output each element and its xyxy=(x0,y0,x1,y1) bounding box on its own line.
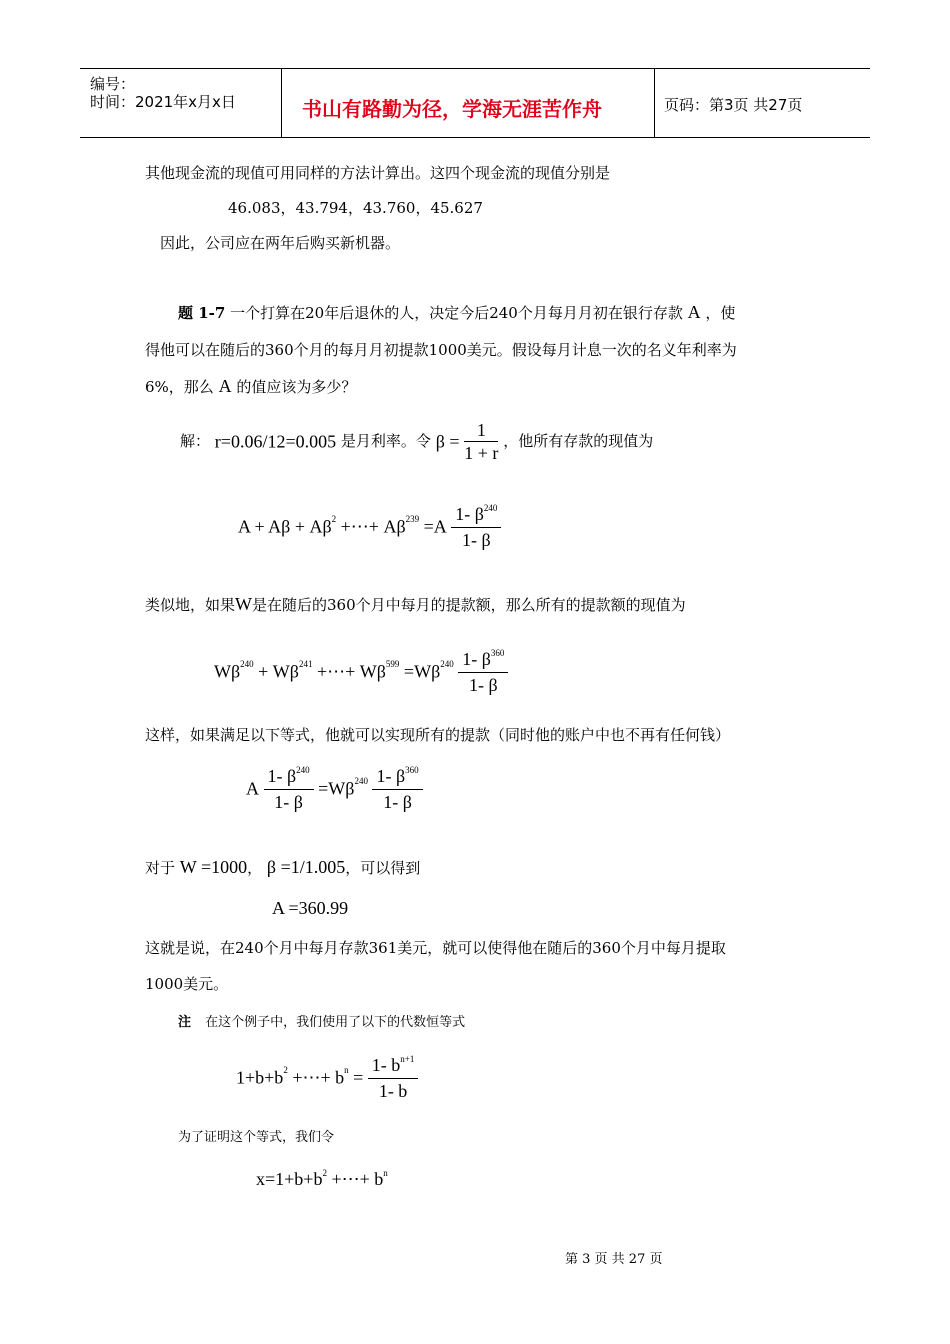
eq-term: A xyxy=(246,778,259,799)
values-line: 46.083，43.794，43.760，45.627 xyxy=(228,199,483,217)
equation-withdrawals xyxy=(214,648,508,696)
paragraph: 这样，如果满足以下等式，他就可以实现所有的提款（同时他的账户中也不再有任何钱） xyxy=(145,726,731,744)
eq-term: A + Aβ + Aβ xyxy=(238,516,332,537)
eq-exponent: 240 xyxy=(354,776,368,787)
date-label: 时间：2021年x月x日 xyxy=(90,93,236,111)
problem-line xyxy=(178,302,735,323)
eq-exponent: 240 xyxy=(440,659,454,670)
paragraph-text: 是在随后的360个月中每月的提款额，那么所有的提款额的现值为 xyxy=(252,596,686,614)
eq-exponent: 2 xyxy=(322,1168,327,1178)
header-page-info: 页码：第3页 共27页 xyxy=(664,96,803,114)
eq-exponent: 240 xyxy=(483,503,498,513)
eq-denominator: 1- β xyxy=(462,530,491,550)
eq-fraction xyxy=(451,503,501,551)
eq-term: =Wβ xyxy=(313,778,355,799)
paragraph-text: 类似地，如果 xyxy=(145,596,236,614)
solution-line xyxy=(180,421,653,462)
w-value: W =1000 xyxy=(179,857,248,877)
paragraph: 因此，公司应在两年后购买新机器。 xyxy=(160,234,401,252)
variable-w: W xyxy=(235,594,253,614)
eq-exponent: 239 xyxy=(405,514,420,525)
eq-term: + Wβ xyxy=(253,661,299,682)
eq-denominator: 1- β xyxy=(383,792,412,812)
paragraph: 其他现金流的现值可用同样的方法计算出。这四个现金流的现值分别是 xyxy=(145,164,611,182)
eq-term: +⋯+ Aβ xyxy=(336,516,406,537)
equation-balance xyxy=(246,765,423,813)
serial-label: 编号： xyxy=(90,75,136,93)
beta-denominator: 1 + r xyxy=(464,443,499,463)
eq-exponent: n xyxy=(344,1065,349,1076)
eq-exponent: 360 xyxy=(490,648,505,658)
eq-denominator: 1- β xyxy=(468,675,498,695)
page-footer: 第 3 页 共 27 页 xyxy=(565,1252,663,1267)
eq-term: Wβ xyxy=(214,661,241,682)
eq-term: =Wβ xyxy=(399,661,441,682)
eq-exponent: n+1 xyxy=(400,1054,415,1064)
eq-denominator: 1- b xyxy=(378,1081,408,1101)
problem-text: 的值应该为多少？ xyxy=(236,378,357,396)
eq-exponent: 240 xyxy=(296,765,310,775)
equation-deposits xyxy=(238,503,501,551)
eq-exponent: 2 xyxy=(331,514,337,525)
eq-fraction xyxy=(368,1054,419,1102)
eq-term: x=1+b+b xyxy=(256,1169,323,1189)
eq-numerator: 1- β xyxy=(462,649,491,669)
eq-fraction xyxy=(264,765,314,813)
eq-numerator: 1- β xyxy=(376,766,406,786)
solution-text: 是月利率。令 xyxy=(340,432,431,450)
eq-numerator: 1- β xyxy=(455,504,484,524)
variable-a: A xyxy=(218,376,232,396)
paragraph: 1000美元。 xyxy=(145,975,229,993)
problem-text: 一个打算在20年后退休的人，决定今后240个月每月月初在银行存款 xyxy=(230,304,683,322)
eq-fraction xyxy=(458,648,508,696)
eq-exponent: n xyxy=(383,1168,388,1178)
eq-denominator: 1- β xyxy=(274,792,303,812)
eq-exponent: 360 xyxy=(405,765,419,775)
beta-value: β =1/1.005 xyxy=(266,857,346,877)
problem-line: 得他可以在随后的360个月的每月月初提款1000美元。假设每月计息一次的名义年利率为 xyxy=(145,341,737,359)
beta-lhs: β = xyxy=(435,431,460,452)
problem-text: ，使 xyxy=(705,304,736,322)
paragraph xyxy=(145,594,686,615)
note-text: 在这个例子中，我们使用了以下的代数恒等式 xyxy=(205,1015,466,1030)
eq-fraction xyxy=(372,765,422,813)
paragraph-text: 对于 xyxy=(145,859,176,877)
eq-term: 1+b+b xyxy=(236,1067,284,1088)
eq-exponent: 2 xyxy=(283,1065,288,1076)
paragraph-text: ，可以得到 xyxy=(345,859,421,877)
beta-fraction xyxy=(464,421,498,462)
eq-exponent: 241 xyxy=(298,659,313,670)
eq-numerator: 1- β xyxy=(267,766,297,786)
header-divider xyxy=(654,69,655,137)
eq-term: =A xyxy=(419,516,447,537)
equation-x-definition xyxy=(256,1168,388,1190)
eq-exponent: 599 xyxy=(385,659,400,670)
problem-label: 题 1-7 xyxy=(178,304,226,322)
header-motto: 书山有路勤为径，学海无涯苦作舟 xyxy=(302,97,602,121)
eq-term: +⋯+ b xyxy=(326,1169,384,1189)
solution-label: 解： xyxy=(180,432,211,450)
problem-line xyxy=(145,376,356,397)
rate-expression: r=0.06/12=0.005 xyxy=(214,431,337,452)
solution-text: ，他所有存款的现值为 xyxy=(503,432,654,450)
header-divider xyxy=(281,69,282,137)
problem-text: 6%，那么 xyxy=(145,378,214,396)
beta-numerator: 1 xyxy=(464,421,498,442)
eq-term: = xyxy=(348,1067,364,1088)
note-label: 注 xyxy=(178,1015,192,1030)
eq-numerator: 1- b xyxy=(371,1055,401,1075)
variable-a: A xyxy=(687,302,701,322)
equation-identity xyxy=(236,1054,418,1102)
document-header xyxy=(80,68,870,138)
paragraph: 为了证明这个等式，我们令 xyxy=(178,1130,335,1145)
eq-term: +⋯+ Wβ xyxy=(312,661,386,682)
paragraph xyxy=(145,857,420,878)
paragraph: 这就是说，在240个月中每月存款361美元，就可以使得他在随后的360个月中每月提取 xyxy=(145,939,726,957)
note-line xyxy=(178,1011,465,1030)
paragraph-text: ， xyxy=(247,859,263,877)
result-equation: A =360.99 xyxy=(272,898,349,918)
eq-term: +⋯+ b xyxy=(287,1067,345,1088)
eq-exponent: 240 xyxy=(240,659,254,670)
